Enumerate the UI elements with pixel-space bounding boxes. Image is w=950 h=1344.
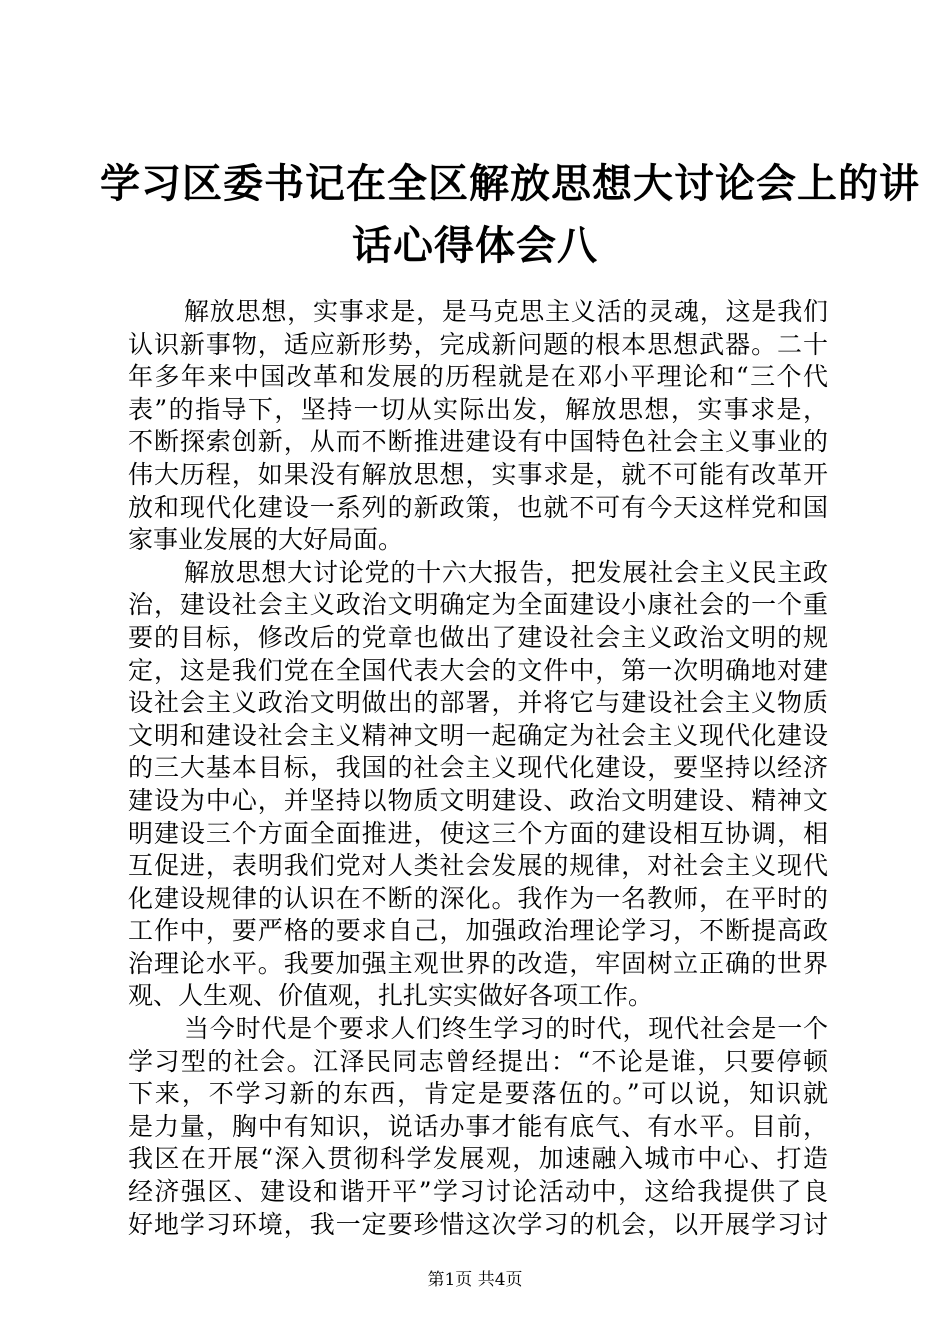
paragraph-line: 互促进，表明我们党对人类社会发展的规律，对社会主义现代: [128, 851, 828, 881]
document-body: [128, 296, 828, 1241]
paragraph-line: 下来，不学习新的东西，肯定是要落伍的。”可以说，知识就: [128, 1079, 828, 1109]
paragraph-line: 工作中，要严格的要求自己，加强政治理论学习，不断提高政: [128, 916, 828, 946]
paragraph-line: 经济强区、建设和谐开平”学习讨论活动中，这给我提供了良: [128, 1177, 828, 1207]
paragraph-line: 观、人生观、价值观，扎扎实实做好各项工作。: [128, 981, 654, 1011]
paragraph-line: 好地学习环境，我一定要珍惜这次学习的机会，以开展学习讨: [128, 1209, 828, 1239]
paragraph-line: 学习型的社会。江泽民同志曾经提出：“不论是谁，只要停顿: [128, 1046, 828, 1076]
paragraph: [128, 557, 828, 1013]
paragraph-line: 表”的指导下，坚持一切从实际出发，解放思想，实事求是，: [128, 394, 828, 424]
paragraph-line: 要的目标，修改后的党章也做出了建设社会主义政治文明的规: [128, 622, 828, 652]
paragraph-line: 定，这是我们党在全国代表大会的文件中，第一次明确地对建: [128, 655, 828, 685]
paragraph-line: 建设为中心，并坚持以物质文明建设、政治文明建设、精神文: [128, 785, 828, 815]
paragraph-line: 文明和建设社会主义精神文明一起确定为社会主义现代化建设: [128, 720, 828, 750]
paragraph: [128, 1013, 828, 1241]
paragraph-line: 是力量，胸中有知识，说话办事才能有底气、有水平。目前，: [128, 1111, 828, 1141]
document-title-line-1: 学习区委书记在全区解放思想大讨论会上的讲: [100, 161, 920, 207]
paragraph-line: 解放思想，实事求是，是马克思主义活的灵魂，这是我们: [184, 297, 828, 326]
page-footer: 第1页 共4页: [427, 1270, 523, 1290]
paragraph-line: 当今时代是个要求人们终生学习的时代，现代社会是一个: [184, 1014, 828, 1044]
paragraph-line: 的三大基本目标，我国的社会主义现代化建设，要坚持以经济: [128, 753, 828, 783]
paragraph-line: 年多年来中国改革和发展的历程就是在邓小平理论和“三个代: [128, 362, 828, 392]
paragraph-line: 治理论水平。我要加强主观世界的改造，牢固树立正确的世界: [128, 948, 828, 978]
paragraph-line: 我区在开展“深入贯彻科学发展观，加速融入城市中心、打造: [128, 1144, 828, 1174]
paragraph-line: 认识新事物，适应新形势，完成新问题的根本思想武器。二十: [128, 329, 828, 359]
paragraph-line: 放和现代化建设一系列的新政策，也就不可有今天这样党和国: [128, 492, 828, 522]
paragraph-line: 化建设规律的认识在不断的深化。我作为一名教师，在平时的: [128, 883, 828, 913]
paragraph-line: 治，建设社会主义政治文明确定为全面建设小康社会的一个重: [128, 590, 828, 620]
paragraph-line: 解放思想大讨论党的十六大报告，把发展社会主义民主政: [184, 557, 828, 587]
paragraph-line: 明建设三个方面全面推进，使这三个方面的建设相互协调，相: [128, 818, 828, 848]
paragraph: [128, 296, 828, 557]
paragraph-line: 设社会主义政治文明做出的部署，并将它与建设社会主义物质: [128, 688, 828, 718]
paragraph-line: 家事业发展的大好局面。: [128, 525, 404, 555]
document-title-line-2: 话心得体会八: [352, 223, 598, 269]
paragraph-line: 伟大历程，如果没有解放思想，实事求是，就不可能有改革开: [128, 459, 828, 489]
paragraph-line: 不断探索创新，从而不断推进建设有中国特色社会主义事业的: [128, 427, 828, 457]
